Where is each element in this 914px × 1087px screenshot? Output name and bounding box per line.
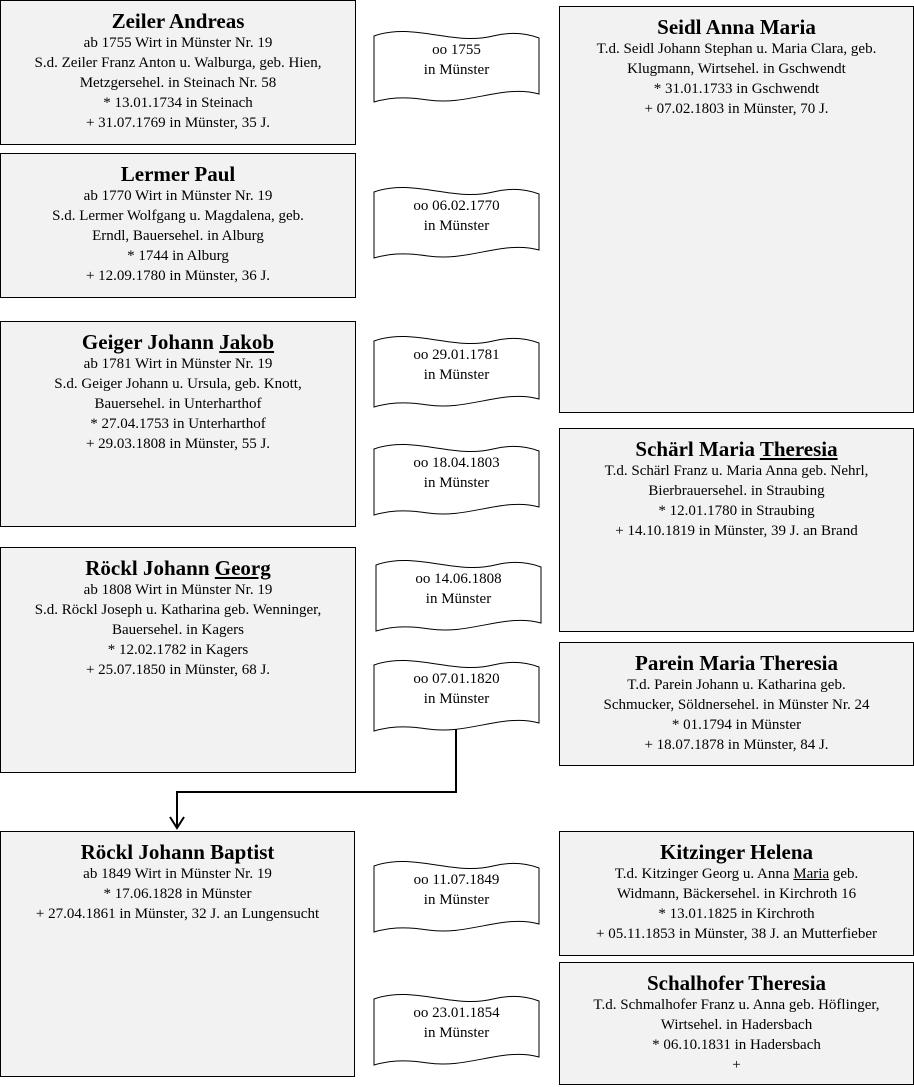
marriage-place: in Münster — [423, 62, 490, 78]
person-detail: T.d. Schmalhofer Franz u. Anna geb. Höflinger, — [593, 997, 880, 1013]
marriage-banner-1 — [373, 28, 540, 108]
person-detail: S.d. Röckl Joseph u. Katharina geb. Wenninger, — [34, 602, 322, 618]
marriage-banner-6 — [373, 657, 540, 737]
person-detail: + 31.07.1769 in Münster, 35 J. — [85, 115, 271, 131]
call-name: Theresia — [759, 437, 838, 461]
person-detail: + 27.04.1861 in Münster, 32 J. an Lungensucht — [35, 906, 320, 922]
person-card-roeckl-johann-baptist — [0, 831, 355, 1077]
marriage-date: oo 18.04.1803 — [413, 455, 500, 471]
marriage-banner-7 — [373, 858, 540, 938]
person-detail: T.d. Seidl Johann Stephan u. Maria Clara, geb. — [596, 41, 877, 57]
person-detail: * 31.01.1733 in Gschwendt — [653, 81, 820, 97]
marriage-date: oo 11.07.1849 — [413, 872, 500, 888]
person-detail: S.d. Zeiler Franz Anton u. Walburga, geb. Hien, — [34, 55, 322, 71]
person-name: Parein Maria Theresia — [635, 651, 838, 675]
person-name: Schalhofer Theresia — [646, 971, 827, 995]
person-detail: S.d. Lermer Wolfgang u. Magdalena, geb. — [52, 208, 304, 224]
person-detail: * 12.02.1782 in Kagers — [107, 642, 249, 658]
person-detail: * 13.01.1825 in Kirchroth — [658, 906, 815, 922]
marriage-banner-8 — [373, 991, 540, 1071]
person-detail: + 07.02.1803 in Münster, 70 J. — [644, 101, 829, 117]
person-detail: * 06.10.1831 in Hadersbach — [652, 1037, 821, 1053]
marriage-banner-5 — [375, 557, 542, 637]
person-detail: + 14.10.1819 in Münster, 39 J. an Brand — [615, 523, 858, 539]
call-name: Georg — [214, 556, 271, 580]
person-name: Röckl Johann Baptist — [80, 840, 275, 864]
call-name: Maria — [793, 866, 830, 882]
marriage-date: oo 06.02.1770 — [413, 198, 500, 214]
person-card-seidl-anna-maria — [559, 6, 914, 413]
marriage-date: oo 07.01.1820 — [413, 671, 500, 687]
call-name: Jakob — [219, 330, 275, 354]
marriage-banner-2 — [373, 184, 540, 264]
person-detail: + — [732, 1057, 741, 1073]
person-card-lermer-paul — [0, 153, 356, 298]
person-detail: Klugmann, Wirtsehel. in Gschwendt — [627, 61, 846, 77]
marriage-date: oo 29.01.1781 — [413, 347, 500, 363]
person-detail: ab 1781 Wirt in Münster Nr. 19 — [83, 356, 273, 372]
person-detail: T.d. Parein Johann u. Katharina geb. — [627, 677, 846, 693]
marriage-place: in Münster — [423, 892, 490, 908]
person-detail: Bauersehel. in Kagers — [111, 622, 245, 638]
person-detail: T.d. Schärl Franz u. Maria Anna geb. Nehrl, — [604, 463, 869, 479]
person-card-zeiler-andreas — [0, 0, 356, 145]
person-detail: + 12.09.1780 in Münster, 36 J. — [85, 268, 271, 284]
person-detail: ab 1770 Wirt in Münster Nr. 19 — [83, 188, 273, 204]
marriage-place: in Münster — [423, 218, 490, 234]
person-detail: + 05.11.1853 in Münster, 38 J. an Mutterfieber — [595, 926, 877, 942]
person-detail: Bauersehel. in Unterharthof — [94, 396, 262, 412]
person-detail: ab 1808 Wirt in Münster Nr. 19 — [83, 582, 273, 598]
person-card-schaerl-maria-theresia — [559, 428, 914, 632]
marriage-place: in Münster — [423, 367, 490, 383]
marriage-date: oo 1755 — [432, 42, 481, 58]
person-card-kitzinger-helena — [559, 831, 914, 956]
person-card-parein-maria-theresia — [559, 642, 914, 766]
person-detail: * 12.01.1780 in Straubing — [658, 503, 815, 519]
marriage-place: in Münster — [423, 475, 490, 491]
person-detail: + 18.07.1878 in Münster, 84 J. — [644, 737, 829, 753]
person-name: Geiger Johann Jakob — [81, 330, 275, 354]
marriage-banner-3 — [373, 333, 540, 413]
person-detail: * 17.06.1828 in Münster — [103, 886, 252, 902]
person-detail: * 13.01.1734 in Steinach — [103, 95, 253, 111]
person-detail: * 1744 in Alburg — [127, 248, 229, 264]
person-name: Zeiler Andreas — [111, 9, 245, 33]
person-card-geiger-johann-jakob — [0, 321, 356, 527]
person-card-schalhofer-theresia — [559, 962, 914, 1085]
person-detail: ab 1755 Wirt in Münster Nr. 19 — [83, 35, 273, 51]
person-name: Lermer Paul — [120, 162, 236, 186]
person-name: Seidl Anna Maria — [657, 15, 816, 39]
person-name: Röckl Johann Georg — [85, 556, 271, 580]
person-detail: Erndl, Bauersehel. in Alburg — [92, 228, 264, 244]
person-detail: S.d. Geiger Johann u. Ursula, geb. Knott, — [54, 376, 302, 392]
person-detail: T.d. Kitzinger Georg u. Anna Maria geb. — [614, 866, 859, 882]
marriage-date: oo 23.01.1854 — [413, 1005, 500, 1021]
person-detail: Metzgersehel. in Steinach Nr. 58 — [79, 75, 277, 91]
person-detail: * 01.1794 in Münster — [671, 717, 802, 733]
person-detail: ab 1849 Wirt in Münster Nr. 19 — [83, 866, 272, 882]
marriage-place: in Münster — [425, 591, 492, 607]
marriage-place: in Münster — [423, 691, 490, 707]
person-detail: Schmucker, Söldnersehel. in Münster Nr. 24 — [603, 697, 870, 713]
person-detail: Wirtsehel. in Hadersbach — [660, 1017, 813, 1033]
marriage-date: oo 14.06.1808 — [415, 571, 502, 587]
person-detail: + 25.07.1850 in Münster, 68 J. — [85, 662, 271, 678]
marriage-banner-4 — [373, 441, 540, 521]
person-detail: * 27.04.1753 in Unterharthof — [90, 416, 266, 432]
person-detail: + 29.03.1808 in Münster, 55 J. — [85, 436, 271, 452]
marriage-place: in Münster — [423, 1025, 490, 1041]
person-card-roeckl-johann-georg — [0, 547, 356, 773]
person-detail: Widmann, Bäckersehel. in Kirchroth 16 — [616, 886, 857, 902]
person-detail: Bierbrauersehel. in Straubing — [648, 483, 825, 499]
person-name: Schärl Maria Theresia — [635, 437, 838, 461]
person-name: Kitzinger Helena — [660, 840, 813, 864]
